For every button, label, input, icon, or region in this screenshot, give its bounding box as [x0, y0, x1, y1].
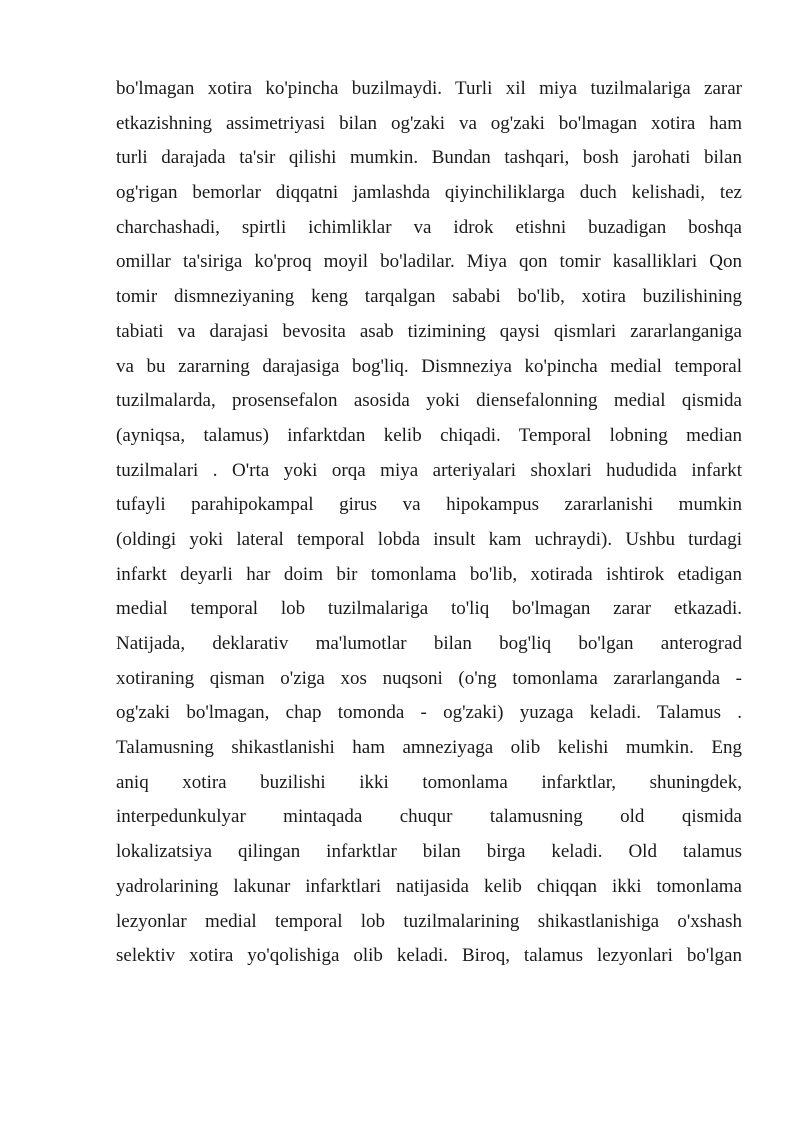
text-line: tabiati va darajasi bevosita asab tizimining qaysi qismlari zararlanganiga — [116, 320, 742, 342]
text-line: xotiraning qisman o'ziga xos nuqsoni (o'ng tomonlama zararlanganda - — [116, 667, 742, 689]
text-line: omillar ta'siriga ko'proq moyil bo'ladilar. Miya qon tomir kasalliklari Qon — [116, 251, 742, 273]
text-line: lokalizatsiya qilingan infarktlar bilan birga keladi. Old talamus — [116, 841, 742, 863]
text-line: va bu zararning darajasiga bog'liq. Dismneziya ko'pincha medial temporal — [116, 355, 742, 377]
body-text — [116, 72, 742, 974]
text-line: tufayli parahipokampal girus va hipokampus zararlanishi mumkin — [116, 494, 742, 516]
text-line: (oldingi yoki lateral temporal lobda insult kam uchraydi). Ushbu turdagi — [116, 528, 742, 550]
text-line: aniq xotira buzilishi ikki tomonlama infarktlar, shuningdek, — [116, 771, 742, 793]
text-line: selektiv xotira yo'qolishiga olib keladi. Biroq, talamus lezyonlari bo'lgan — [116, 945, 742, 967]
text-line: (ayniqsa, talamus) infarktdan kelib chiqadi. Temporal lobning median — [116, 424, 742, 446]
text-line: infarkt deyarli har doim bir tomonlama bo'lib, xotirada ishtirok etadigan — [116, 563, 742, 585]
text-line: yadrolarining lakunar infarktlari natijasida kelib chiqqan ikki tomonlama — [116, 875, 742, 897]
text-line: Talamusning shikastlanishi ham amneziyaga olib kelishi mumkin. Eng — [116, 737, 742, 759]
text-line: og'zaki bo'lmagan, chap tomonda - og'zaki) yuzaga keladi. Talamus . — [116, 702, 742, 724]
text-line: tuzilmalari . O'rta yoki orqa miya arteriyalari shoxlari hududida infarkt — [116, 459, 742, 481]
text-line: charchashadi, spirtli ichimliklar va idrok etishni buzadigan boshqa — [116, 216, 742, 238]
text-line: og'rigan bemorlar diqqatni jamlashda qiyinchiliklarga duch kelishadi, tez — [116, 182, 742, 204]
text-line: bo'lmagan xotira ko'pincha buzilmaydi. Turli xil miya tuzilmalariga zarar — [116, 78, 742, 99]
text-line: tomir dismneziyaning keng tarqalgan sababi bo'lib, xotira buzilishining — [116, 286, 742, 308]
text-line: etkazishning assimetriyasi bilan og'zaki va og'zaki bo'lmagan xotira ham — [116, 112, 742, 134]
text-line: lezyonlar medial temporal lob tuzilmalarining shikastlanishiga o'xshash — [116, 910, 742, 932]
text-line: tuzilmalarda, prosensefalon asosida yoki diensefalonning medial qismida — [116, 390, 742, 412]
text-line: Natijada, deklarativ ma'lumotlar bilan bog'liq bo'lgan anterograd — [116, 633, 742, 654]
text-line: interpedunkulyar mintaqada chuqur talamusning old qismida — [116, 806, 742, 828]
text-line: turli darajada ta'sir qilishi mumkin. Bundan tashqari, bosh jarohati bilan — [116, 147, 742, 169]
text-line: medial temporal lob tuzilmalariga to'liq bo'lmagan zarar etkazadi. — [116, 598, 742, 620]
